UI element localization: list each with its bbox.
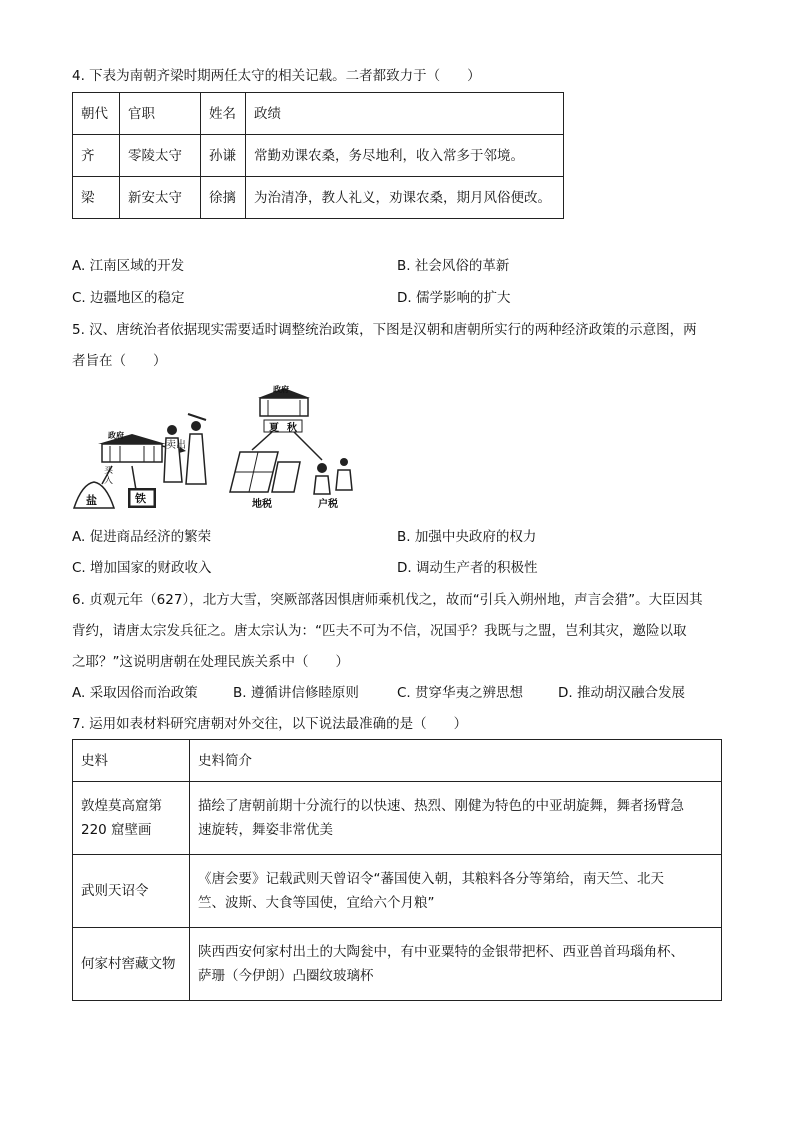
table-cell: 新安太守 [120,177,201,219]
table-row [73,855,722,928]
table-cell: 零陵太守 [120,135,201,177]
table-cell [190,855,722,928]
q6-option-a[interactable]: A. 采取因俗而治政策 [72,685,198,701]
diagram-label-buy: 买入 [104,466,114,486]
q5-option-c[interactable]: C. 增加国家的财政收入 [72,560,212,576]
q6-stem-line3: 之耶？”这说明唐朝在处理民族关系中（ ） [72,654,349,670]
q5-stem-line2: 者旨在（ ） [72,353,167,369]
q4-option-c[interactable]: C. 边疆地区的稳定 [72,290,185,306]
farmland-fields-icon [230,452,300,492]
table-row [73,782,722,855]
header-cell: 官职 [120,93,201,135]
arrow-land-tax [252,432,272,450]
table-cell [73,855,190,928]
table-row [73,177,564,219]
table-header-row [73,740,722,782]
table-cell [190,782,722,855]
source-name-line: 敦煌莫高窟第 [81,798,162,814]
q4-stem: 4. 下表为南朝齐梁时期两任太守的相关记载。二者都致力于（ ） [72,68,481,84]
household-people-icon [314,458,352,494]
source-name-line: 何家村窖藏文物 [81,956,176,972]
diagram-label-salt: 盐 [86,494,97,507]
table-cell [190,928,722,1001]
header-cell: 政绩 [246,93,564,135]
table-cell [73,928,190,1001]
table-cell: 孙谦 [201,135,246,177]
table-row [73,135,564,177]
q6-stem-line1: 6. 贞观元年（627），北方大雪，突厥部落因惧唐师乘机伐之，故而“引兵入朔州地，声言会猎”。大臣因其 [72,592,703,608]
table-cell: 梁 [73,177,120,219]
header-cell: 史料 [73,740,190,782]
q6-option-c[interactable]: C. 贯穿华夷之辨思想 [397,685,524,701]
header-cell: 姓名 [201,93,246,135]
diagram-label-gov-right: 政府 [273,385,289,394]
q5-option-d[interactable]: D. 调动生产者的积极性 [397,560,538,576]
diagram-label-household-tax: 户税 [318,499,338,510]
source-name-line: 武则天诏令 [81,883,149,899]
diagram-label-sell: 卖出 [166,440,186,451]
source-desc-line: 描绘了唐朝前期十分流行的以快速、热烈、刚健为特色的中亚胡旋舞，舞者扬臂急 [198,798,684,814]
diagram-label-summer: 夏 [269,423,279,434]
q6-option-b[interactable]: B. 遵循讲信修睦原则 [233,685,359,701]
source-desc-line: 萨珊（今伊朗）凸圈纹玻璃杯 [198,968,374,984]
table-cell: 为治清净，教人礼义，劝课农桑，期月风俗便改。 [246,177,564,219]
source-name-line: 220 窟壁画 [81,822,152,838]
q4-option-b[interactable]: B. 社会风俗的革新 [397,258,510,274]
q5-option-a[interactable]: A. 促进商品经济的繁荣 [72,529,212,545]
table-row [73,928,722,1001]
table-cell: 徐摛 [201,177,246,219]
q4-table [72,92,564,219]
diagram-label-iron: 铁 [135,492,146,505]
arrow-household-tax [294,432,322,460]
table-header-row [73,93,564,135]
q5-option-b[interactable]: B. 加强中央政府的权力 [397,529,537,545]
diagram-label-land-tax: 地税 [252,499,272,510]
header-cell: 朝代 [73,93,120,135]
source-desc-line: 竺、波斯、大食等国使，宜给六个月粮” [198,895,435,911]
diagram-label-gov-left: 政府 [108,431,124,440]
diagram-illustration [72,384,356,514]
header-cell: 史料简介 [190,740,722,782]
q6-option-d[interactable]: D. 推动胡汉融合发展 [558,685,685,701]
economic-policy-diagram [72,384,356,514]
source-desc-line: 陕西西安何家村出土的大陶瓮中，有中亚粟特的金银带把杯、西亚兽首玛瑙角杯、 [198,944,684,960]
table-cell: 常勤劝课农桑，务尽地利，收入常多于邻境。 [246,135,564,177]
source-desc-line: 速旋转，舞姿非常优美 [198,822,333,838]
table-cell [73,782,190,855]
q6-stem-line2: 背约，请唐太宗发兵征之。唐太宗认为：“匹夫不可为不信，况国乎？我既与之盟，岂利其灾，邀险以取 [72,623,687,639]
q4-option-d[interactable]: D. 儒学影响的扩大 [397,290,511,306]
q7-table [72,739,722,1001]
q5-stem-line1: 5. 汉、唐统治者依据现实需要适时调整统治政策，下图是汉朝和唐朝所实行的两种经济政策的示意图，两 [72,322,697,338]
q4-option-a[interactable]: A. 江南区域的开发 [72,258,185,274]
diagram-label-autumn: 秋 [287,423,297,434]
table-cell: 齐 [73,135,120,177]
q7-stem: 7. 运用如表材料研究唐朝对外交往，以下说法最准确的是（ ） [72,716,468,732]
source-desc-line: 《唐会要》记载武则天曾诏令“蕃国使入朝，其粮料各分等第给，南天竺、北天 [198,871,664,887]
